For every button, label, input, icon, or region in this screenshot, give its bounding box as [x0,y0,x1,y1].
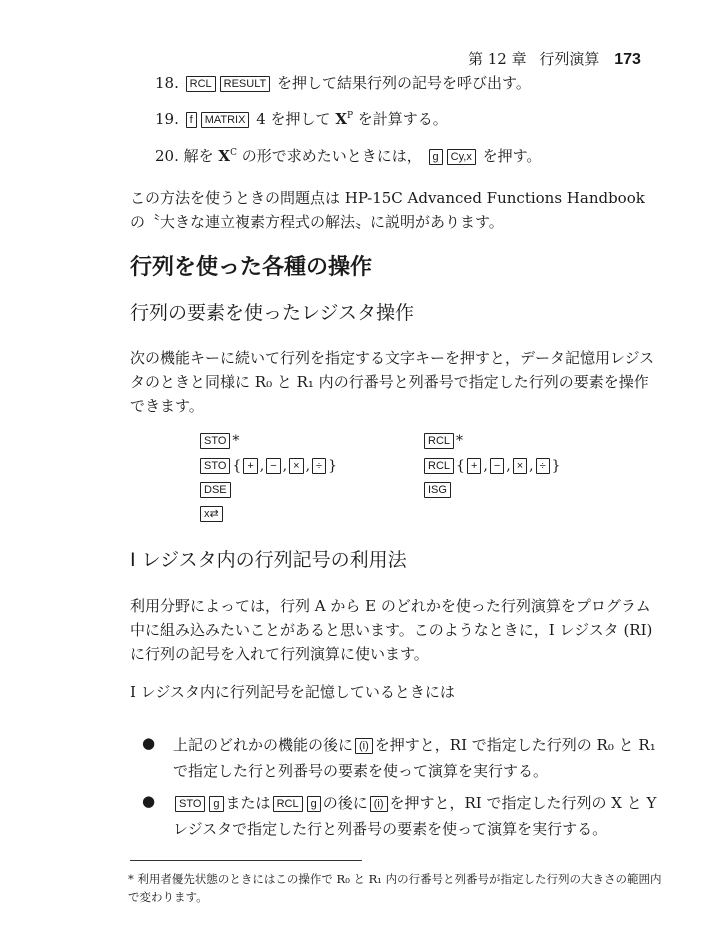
op-sto-arith: STO { + , − , × , ÷ } [198,458,337,474]
footnote: * 利用者優先状態のときにはこの操作で R₀ と R₁ 内の行番号と列番号が指定した行列の大きさの範囲内で変わります。 [128,872,662,904]
bullet-dot: ● [142,734,156,752]
result-key: RESULT [220,76,271,92]
times-key: × [289,458,303,474]
f-key: f [186,112,197,128]
bullet-text: の後に [322,794,368,812]
sto-key: STO [200,433,230,449]
sto-key: STO [200,458,230,474]
sto-key: STO [175,796,205,812]
op-sto [198,433,239,449]
bullet-item-2 [173,790,663,842]
divide-key: ÷ [312,458,326,474]
divide-key: ÷ [536,458,550,474]
g-key: g [307,796,321,812]
bullet-text: 上記のどれかの機能の後に [173,736,354,754]
bullet-item-1 [173,732,663,784]
paragraph-lead-in: I レジスタ内に行列記号を記憶しているときには [130,683,455,701]
math-symbol: X [218,147,231,165]
op-isg [422,482,453,498]
footnote-marker: * [456,433,464,449]
page-header [468,48,641,69]
bullet-text: または [225,794,271,812]
dse-key: DSE [200,482,231,498]
rcl-key: RCL [273,796,303,812]
rcl-key: RCL [424,433,454,449]
paragraph-element-ops: 次の機能キーに続いて行列を指定する文字キーを押すと，データ記憶用レジスタのときと同様に R₀ と R₁ 内の行番号と列番号で指定した行列の要素を操作できます。 [130,349,655,415]
math-symbol: X [335,110,347,128]
op-dse [198,482,233,498]
op-rcl-arith: RCL { + , − , × , ÷ } [422,458,561,474]
bullet-dot: ● [142,792,156,810]
math-superscript: C [230,148,237,158]
op-rcl [422,433,463,449]
step-20 [155,145,541,166]
g-key: g [209,796,223,812]
matrix-key: MATRIX [201,112,250,128]
page-number: 173 [614,51,641,68]
rcl-key: RCL [186,76,216,92]
times-key: × [513,458,527,474]
math-superscript: P [346,111,354,121]
plus-key: + [243,458,257,474]
i-index-key: (i) [370,796,388,812]
step-number: 18. [155,74,179,92]
step-text: 解を [183,147,219,165]
footnote-marker: * [232,433,240,449]
chapter-label: 第 12 章 [468,50,527,68]
plus-key: + [467,458,481,474]
x-exchange-key: x⇄ [200,506,223,522]
step-text: の形で求めたいときには， [236,147,422,165]
step-text: を押す。 [482,147,542,165]
minus-key: − [490,458,504,474]
step-18 [155,72,531,93]
subsection-heading: 行列の要素を使ったレジスタ操作 [130,302,414,324]
step-text: を計算する。 [353,110,448,128]
step-19 [155,108,448,129]
minus-key: − [266,458,280,474]
paragraph-problem: この方法を使うときの問題点は HP-15C Advanced Functions Handbook の〝大きな連立複素方程式の解法〟に説明があります。 [130,189,645,231]
section-heading: 行列を使った各種の操作 [130,255,373,280]
subsection-heading-i-register: I レジスタ内の行列記号の利用法 [130,549,407,571]
i-index-key: (i) [355,738,373,754]
step-text: 4 を押して [256,110,336,128]
isg-key: ISG [424,482,451,498]
section-label: 行列演算 [539,50,600,68]
step-number: 19. [155,110,179,128]
op-xexchange [198,506,225,522]
cyx-key: Cy,x [447,149,476,165]
paragraph-i-register: 利用分野によっては，行列 A から E のどれかを使った行列演算をプログラム中に組み込みたいことがあると思います。このようなときに，I レジスタ (RI) に行列の記号を入れて行列演算に使います。 [130,597,653,663]
footnote-divider [130,860,362,861]
step-text: を押して結果行列の記号を呼び出す。 [277,74,531,92]
step-number: 20. [155,147,179,165]
g-key: g [429,149,443,165]
bullet-text: を押すと，RI で指定した行列の X と Y レジスタで指定した行と列番号の要素を使って演算を実行する。 [173,794,657,838]
bullet-text: を押すと，RI で指定した行列の R₀ と R₁ で指定した行と列番号の要素を使って演算を実行する。 [173,736,656,780]
rcl-key: RCL [424,458,454,474]
